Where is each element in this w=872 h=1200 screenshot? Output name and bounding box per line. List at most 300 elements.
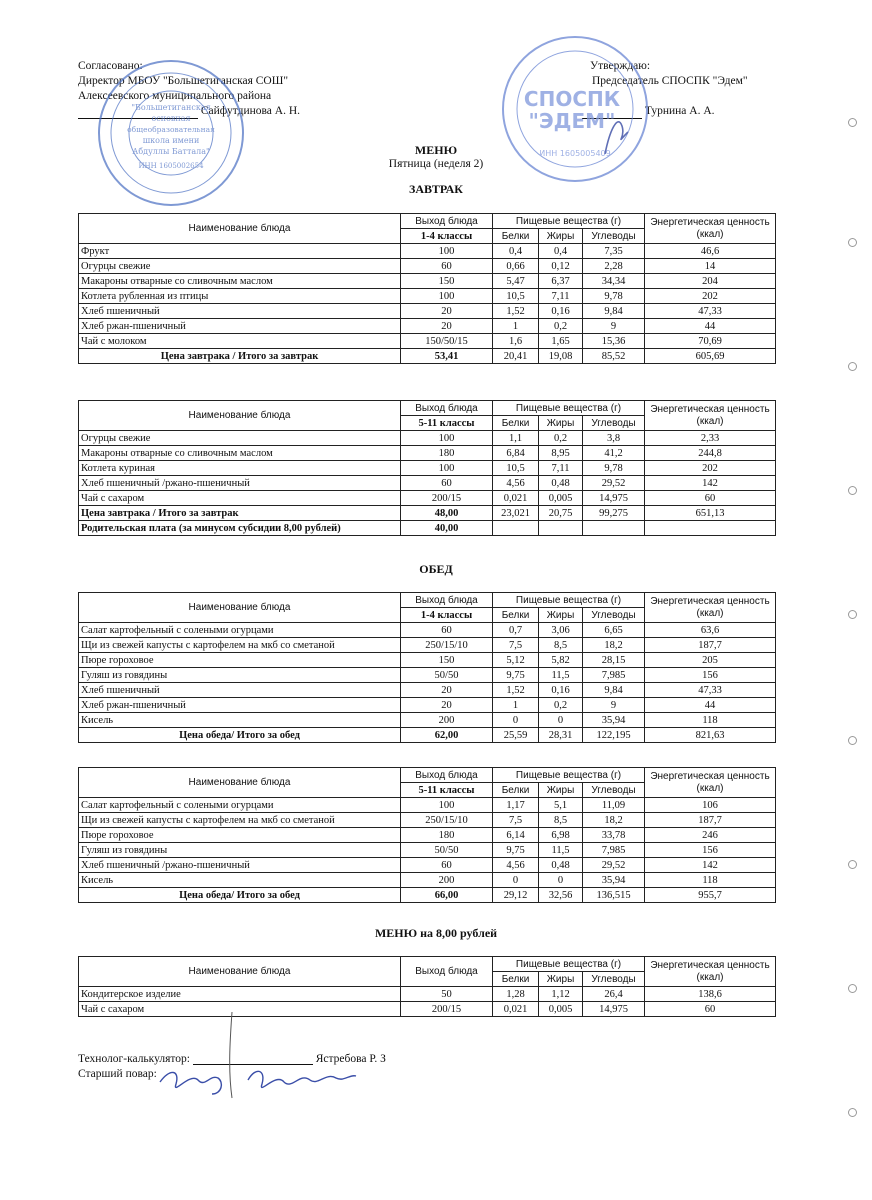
dish-name: Фрукт <box>79 244 401 259</box>
table-row <box>79 244 776 259</box>
dish-value: 60 <box>401 623 493 638</box>
svg-text:СПОСПК: СПОСПК <box>523 87 621 111</box>
dish-value: 202 <box>645 289 776 304</box>
dish-name: Котлета куриная <box>79 461 401 476</box>
dish-value: 63,6 <box>645 623 776 638</box>
table-header-row <box>79 401 776 416</box>
table-row <box>79 304 776 319</box>
table-header-row <box>79 957 776 972</box>
col-header-energy: Энергетическая ценность (ккал) <box>645 593 776 623</box>
table-row <box>79 858 776 873</box>
dish-value: 6,98 <box>539 828 583 843</box>
dish-value: 5,12 <box>493 653 539 668</box>
dish-value: 0,7 <box>493 623 539 638</box>
table-row <box>79 713 776 728</box>
dish-value: 1,6 <box>493 334 539 349</box>
dish-value: 0,12 <box>539 259 583 274</box>
dish-value: 180 <box>401 446 493 461</box>
table-row <box>79 638 776 653</box>
total-value <box>493 521 539 536</box>
dish-value: 100 <box>401 798 493 813</box>
dish-value: 0,021 <box>493 491 539 506</box>
breakfast-table-1-4 <box>78 213 776 364</box>
dish-name: Салат картофельный с солеными огурцами <box>79 623 401 638</box>
lunch-table-1-4 <box>78 592 776 743</box>
menu8-table <box>78 956 776 1017</box>
dish-value: 6,37 <box>539 274 583 289</box>
total-value: 40,00 <box>401 521 493 536</box>
dish-value: 50 <box>401 987 493 1002</box>
total-value: 605,69 <box>645 349 776 364</box>
dish-name: Макароны отварные со сливочным маслом <box>79 446 401 461</box>
dish-value: 1,65 <box>539 334 583 349</box>
dish-value: 0,4 <box>539 244 583 259</box>
parent-fee-row <box>79 521 776 536</box>
approval-left <box>78 59 378 119</box>
table-header-row <box>79 768 776 783</box>
dish-value: 100 <box>401 244 493 259</box>
col-header-carbs: Углеводы <box>583 972 645 987</box>
dish-name: Котлета рубленная из птицы <box>79 289 401 304</box>
dish-value: 0 <box>493 873 539 888</box>
dish-name: Кисель <box>79 713 401 728</box>
dish-value: 10,5 <box>493 461 539 476</box>
dish-value: 20 <box>401 304 493 319</box>
edge-mark <box>848 1108 857 1117</box>
dish-value: 244,8 <box>645 446 776 461</box>
col-header-proteins: Белки <box>493 608 539 623</box>
approval-label: Согласовано: <box>78 60 143 72</box>
dish-value: 6,84 <box>493 446 539 461</box>
dish-value: 118 <box>645 713 776 728</box>
col-header-fats: Жиры <box>539 608 583 623</box>
dish-value: 1,28 <box>493 987 539 1002</box>
dish-value: 118 <box>645 873 776 888</box>
total-value: 32,56 <box>539 888 583 903</box>
col-header-name: Наименование блюда <box>79 593 401 623</box>
dish-value: 150 <box>401 653 493 668</box>
dish-value: 0,2 <box>539 319 583 334</box>
total-label: Цена завтрака / Итого за завтрак <box>79 349 401 364</box>
dish-name: Щи из свежей капусты с картофелем на мкб со сметаной <box>79 813 401 828</box>
section-menu8: МЕНЮ на 8,00 рублей <box>374 926 498 940</box>
dish-value: 9 <box>583 698 645 713</box>
total-value: 955,7 <box>645 888 776 903</box>
dish-value: 7,985 <box>583 668 645 683</box>
dish-name: Салат картофельный с солеными огурцами <box>79 798 401 813</box>
dish-value: 18,2 <box>583 638 645 653</box>
dish-value: 3,06 <box>539 623 583 638</box>
dish-value: 60 <box>401 259 493 274</box>
dish-value: 7,11 <box>539 289 583 304</box>
edge-mark <box>848 610 857 619</box>
dish-value: 20 <box>401 698 493 713</box>
svg-text:ИНН 1605002654: ИНН 1605002654 <box>138 162 204 170</box>
total-label: Цена обеда/ Итого за обед <box>79 728 401 743</box>
dish-value: 187,7 <box>645 638 776 653</box>
dish-value: 60 <box>401 858 493 873</box>
col-header-carbs: Углеводы <box>583 229 645 244</box>
dish-value: 1,52 <box>493 683 539 698</box>
dish-value: 180 <box>401 828 493 843</box>
col-header-nutrients: Пищевые вещества (г) <box>493 593 645 608</box>
dish-value: 156 <box>645 668 776 683</box>
dish-value: 142 <box>645 476 776 491</box>
dish-value: 47,33 <box>645 304 776 319</box>
table-row <box>79 668 776 683</box>
total-value: 136,515 <box>583 888 645 903</box>
col-header-carbs: Углеводы <box>583 416 645 431</box>
dish-value: 100 <box>401 289 493 304</box>
col-header-carbs: Углеводы <box>583 608 645 623</box>
col-header-name: Наименование блюда <box>79 957 401 987</box>
dish-value: 14,975 <box>583 491 645 506</box>
edge-mark <box>848 486 857 495</box>
section-lunch: ОБЕД <box>419 562 453 576</box>
dish-value: 14 <box>645 259 776 274</box>
dish-value: 6,14 <box>493 828 539 843</box>
dish-value: 29,52 <box>583 858 645 873</box>
chairman-signature-line <box>582 104 812 119</box>
total-value: 48,00 <box>401 506 493 521</box>
total-value: 29,12 <box>493 888 539 903</box>
col-header-carbs: Углеводы <box>583 783 645 798</box>
dish-value: 150/50/15 <box>401 334 493 349</box>
col-header-proteins: Белки <box>493 783 539 798</box>
dish-name: Хлеб пшеничный <box>79 683 401 698</box>
col-header-yield: Выход блюда <box>401 593 493 608</box>
dish-value: 100 <box>401 431 493 446</box>
table-row <box>79 798 776 813</box>
svg-text:"ЭДЕМ": "ЭДЕМ" <box>528 109 616 133</box>
dish-value: 8,5 <box>539 813 583 828</box>
col-header-yield: Выход блюда <box>401 401 493 416</box>
dish-value: 0,48 <box>539 858 583 873</box>
dish-value: 2,33 <box>645 431 776 446</box>
director-name: Сайфутдинова А. Н. <box>200 105 300 117</box>
dish-value: 1 <box>493 319 539 334</box>
dish-value: 35,94 <box>583 873 645 888</box>
dish-value: 1 <box>493 698 539 713</box>
day-subtitle: Пятница (неделя 2) <box>388 158 484 170</box>
dish-value: 9,78 <box>583 461 645 476</box>
dish-value: 250/15/10 <box>401 813 493 828</box>
total-value: 122,195 <box>583 728 645 743</box>
signature-blank <box>78 106 198 119</box>
class-group-label: 1-4 классы <box>401 608 493 623</box>
dish-value: 0,16 <box>539 683 583 698</box>
total-value: 53,41 <box>401 349 493 364</box>
dish-value: 1,17 <box>493 798 539 813</box>
dish-value: 14,975 <box>583 1002 645 1017</box>
dish-value: 70,69 <box>645 334 776 349</box>
dish-value: 4,56 <box>493 476 539 491</box>
svg-text:общеобразовательная: общеобразовательная <box>127 125 215 134</box>
dish-value: 9,78 <box>583 289 645 304</box>
dish-value: 8,5 <box>539 638 583 653</box>
dish-value: 28,15 <box>583 653 645 668</box>
director-signature-line <box>78 104 378 119</box>
dish-value: 0,005 <box>539 1002 583 1017</box>
total-value: 66,00 <box>401 888 493 903</box>
dish-value: 6,65 <box>583 623 645 638</box>
dish-name: Чай с сахаром <box>79 491 401 506</box>
col-header-energy: Энергетическая ценность (ккал) <box>645 768 776 798</box>
dish-name: Чай с молоком <box>79 334 401 349</box>
approval-right <box>582 59 812 119</box>
col-header-yield: Выход блюда <box>401 768 493 783</box>
dish-name: Хлеб пшеничный /ржано-пшеничный <box>79 858 401 873</box>
total-label: Родительская плата (за минусом субсидии 8,00 рублей) <box>79 521 401 536</box>
dish-value: 1,12 <box>539 987 583 1002</box>
dish-name: Гуляш из говядины <box>79 668 401 683</box>
dish-value: 187,7 <box>645 813 776 828</box>
total-row <box>79 349 776 364</box>
lunch-table-5-11 <box>78 767 776 903</box>
dish-value: 202 <box>645 461 776 476</box>
cook-label: Старший повар: <box>78 1068 157 1080</box>
col-header-name: Наименование блюда <box>79 768 401 798</box>
edge-mark <box>848 362 857 371</box>
col-header-proteins: Белки <box>493 229 539 244</box>
table-row <box>79 828 776 843</box>
breakfast-table-5-11 <box>78 400 776 536</box>
table-row <box>79 843 776 858</box>
dish-value: 0 <box>539 873 583 888</box>
dish-value: 7,5 <box>493 813 539 828</box>
dish-value: 26,4 <box>583 987 645 1002</box>
dish-value: 35,94 <box>583 713 645 728</box>
edge-mark <box>848 984 857 993</box>
dish-value: 0,2 <box>539 698 583 713</box>
dish-value: 60 <box>645 1002 776 1017</box>
table-row <box>79 274 776 289</box>
dish-value: 0,48 <box>539 476 583 491</box>
dish-value: 60 <box>645 491 776 506</box>
dish-value: 100 <box>401 461 493 476</box>
dish-value: 150 <box>401 274 493 289</box>
dish-name: Кисель <box>79 873 401 888</box>
edge-mark <box>848 736 857 745</box>
table-row <box>79 987 776 1002</box>
dish-name: Пюре гороховое <box>79 828 401 843</box>
total-value: 28,31 <box>539 728 583 743</box>
class-group-label: 5-11 классы <box>401 416 493 431</box>
dish-value: 246 <box>645 828 776 843</box>
dish-name: Хлеб пшеничный /ржано-пшеничный <box>79 476 401 491</box>
dish-value: 46,6 <box>645 244 776 259</box>
dish-value: 9 <box>583 319 645 334</box>
total-value: 25,59 <box>493 728 539 743</box>
dish-value: 4,56 <box>493 858 539 873</box>
dish-value: 0,005 <box>539 491 583 506</box>
table-row <box>79 259 776 274</box>
svg-text:Абдуллы Баттала": Абдуллы Баттала" <box>132 147 210 156</box>
dish-value: 7,5 <box>493 638 539 653</box>
col-header-name: Наименование блюда <box>79 401 401 431</box>
table-header-row <box>79 214 776 229</box>
edge-mark <box>848 860 857 869</box>
district-line: Алексеевского муниципального района <box>78 90 272 102</box>
page-title: МЕНЮ <box>414 143 458 157</box>
dish-value: 1,1 <box>493 431 539 446</box>
total-value: 85,52 <box>583 349 645 364</box>
class-group-label: 1-4 классы <box>401 229 493 244</box>
table-row <box>79 698 776 713</box>
dish-value: 20 <box>401 319 493 334</box>
total-value: 651,13 <box>645 506 776 521</box>
dish-value: 138,6 <box>645 987 776 1002</box>
col-header-fats: Жиры <box>539 783 583 798</box>
col-header-proteins: Белки <box>493 972 539 987</box>
edge-mark <box>848 118 857 127</box>
cook-line <box>78 1068 157 1080</box>
col-header-name: Наименование блюда <box>79 214 401 244</box>
dish-name: Огурцы свежие <box>79 431 401 446</box>
signature-blank <box>582 106 642 119</box>
dish-value: 15,36 <box>583 334 645 349</box>
dish-value: 0 <box>539 713 583 728</box>
col-header-nutrients: Пищевые вещества (г) <box>493 214 645 229</box>
table-row <box>79 491 776 506</box>
svg-text:основная: основная <box>151 114 191 123</box>
total-row <box>79 728 776 743</box>
section-breakfast: ЗАВТРАК <box>408 182 463 196</box>
total-value <box>539 521 583 536</box>
dish-name: Щи из свежей капусты с картофелем на мкб со сметаной <box>79 638 401 653</box>
dish-value: 20 <box>401 683 493 698</box>
col-header-fats: Жиры <box>539 229 583 244</box>
dish-value: 29,52 <box>583 476 645 491</box>
dish-name: Макароны отварные со сливочным маслом <box>79 274 401 289</box>
dish-name: Пюре гороховое <box>79 653 401 668</box>
col-header-yield: Выход блюда <box>401 957 493 987</box>
col-header-fats: Жиры <box>539 416 583 431</box>
table-header-row <box>79 593 776 608</box>
dish-name: Хлеб ржан-пшеничный <box>79 319 401 334</box>
dish-value: 5,1 <box>539 798 583 813</box>
table-row <box>79 319 776 334</box>
technologist-label: Технолог-калькулятор: <box>78 1053 190 1065</box>
dish-value: 7,35 <box>583 244 645 259</box>
dish-name: Хлеб ржан-пшеничный <box>79 698 401 713</box>
edge-mark <box>848 238 857 247</box>
dish-value: 0,2 <box>539 431 583 446</box>
dish-value: 9,75 <box>493 843 539 858</box>
dish-value: 10,5 <box>493 289 539 304</box>
col-header-fats: Жиры <box>539 972 583 987</box>
dish-name: Чай с сахаром <box>79 1002 401 1017</box>
dish-value: 50/50 <box>401 668 493 683</box>
dish-value: 60 <box>401 476 493 491</box>
table-row <box>79 446 776 461</box>
col-header-nutrients: Пищевые вещества (г) <box>493 957 645 972</box>
svg-text:школа имени: школа имени <box>142 136 200 145</box>
dish-value: 204 <box>645 274 776 289</box>
signatures-handwritten <box>150 1010 370 1100</box>
dish-value: 142 <box>645 858 776 873</box>
table-row <box>79 623 776 638</box>
dish-name: Огурцы свежие <box>79 259 401 274</box>
dish-value: 11,5 <box>539 843 583 858</box>
dish-value: 18,2 <box>583 813 645 828</box>
dish-value: 7,985 <box>583 843 645 858</box>
dish-value: 33,78 <box>583 828 645 843</box>
total-value: 20,75 <box>539 506 583 521</box>
dish-value: 200 <box>401 713 493 728</box>
dish-value: 0,16 <box>539 304 583 319</box>
total-row <box>79 888 776 903</box>
dish-value: 8,95 <box>539 446 583 461</box>
total-value <box>583 521 645 536</box>
dish-value: 250/15/10 <box>401 638 493 653</box>
table-row <box>79 873 776 888</box>
table-row <box>79 476 776 491</box>
dish-value: 0,4 <box>493 244 539 259</box>
dish-value: 50/50 <box>401 843 493 858</box>
svg-text:ИНН 1605005409: ИНН 1605005409 <box>539 149 611 158</box>
table-row <box>79 683 776 698</box>
chairman-line: Председатель СПОСПК "Эдем" <box>592 75 748 87</box>
dish-value: 44 <box>645 698 776 713</box>
dish-value: 200/15 <box>401 1002 493 1017</box>
col-header-yield: Выход блюда <box>401 214 493 229</box>
table-row <box>79 334 776 349</box>
total-label: Цена обеда/ Итого за обед <box>79 888 401 903</box>
svg-text:"Большетиганская: "Большетиганская <box>131 103 211 112</box>
dish-value: 205 <box>645 653 776 668</box>
dish-value: 2,28 <box>583 259 645 274</box>
col-header-nutrients: Пищевые вещества (г) <box>493 401 645 416</box>
approve-label: Утверждаю: <box>590 60 651 72</box>
table-row <box>79 813 776 828</box>
col-header-energy: Энергетическая ценность (ккал) <box>645 214 776 244</box>
table-row <box>79 653 776 668</box>
total-value: 19,08 <box>539 349 583 364</box>
total-value: 23,021 <box>493 506 539 521</box>
dish-value: 9,84 <box>583 304 645 319</box>
dish-value: 0 <box>493 713 539 728</box>
dish-value: 3,8 <box>583 431 645 446</box>
total-value: 821,63 <box>645 728 776 743</box>
dish-value: 9,75 <box>493 668 539 683</box>
table-row <box>79 431 776 446</box>
col-header-energy: Энергетическая ценность (ккал) <box>645 401 776 431</box>
chairman-name: Турнина А. А. <box>644 105 715 117</box>
table-row <box>79 289 776 304</box>
col-header-nutrients: Пищевые вещества (г) <box>493 768 645 783</box>
dish-value: 34,34 <box>583 274 645 289</box>
director-line: Директор МБОУ "Большетиганская СОШ" <box>78 75 289 87</box>
dish-name: Кондитерское изделие <box>79 987 401 1002</box>
total-value: 99,275 <box>583 506 645 521</box>
dish-value: 9,84 <box>583 683 645 698</box>
dish-value: 47,33 <box>645 683 776 698</box>
class-group-label: 5-11 классы <box>401 783 493 798</box>
dish-value: 5,47 <box>493 274 539 289</box>
dish-value: 41,2 <box>583 446 645 461</box>
dish-value: 11,09 <box>583 798 645 813</box>
technologist-name: Ястребова Р. З <box>315 1053 386 1065</box>
total-value: 20,41 <box>493 349 539 364</box>
dish-name: Гуляш из говядины <box>79 843 401 858</box>
dish-value: 0,66 <box>493 259 539 274</box>
col-header-proteins: Белки <box>493 416 539 431</box>
total-label: Цена завтрака / Итого за завтрак <box>79 506 401 521</box>
dish-value: 200 <box>401 873 493 888</box>
dish-value: 44 <box>645 319 776 334</box>
total-value: 62,00 <box>401 728 493 743</box>
